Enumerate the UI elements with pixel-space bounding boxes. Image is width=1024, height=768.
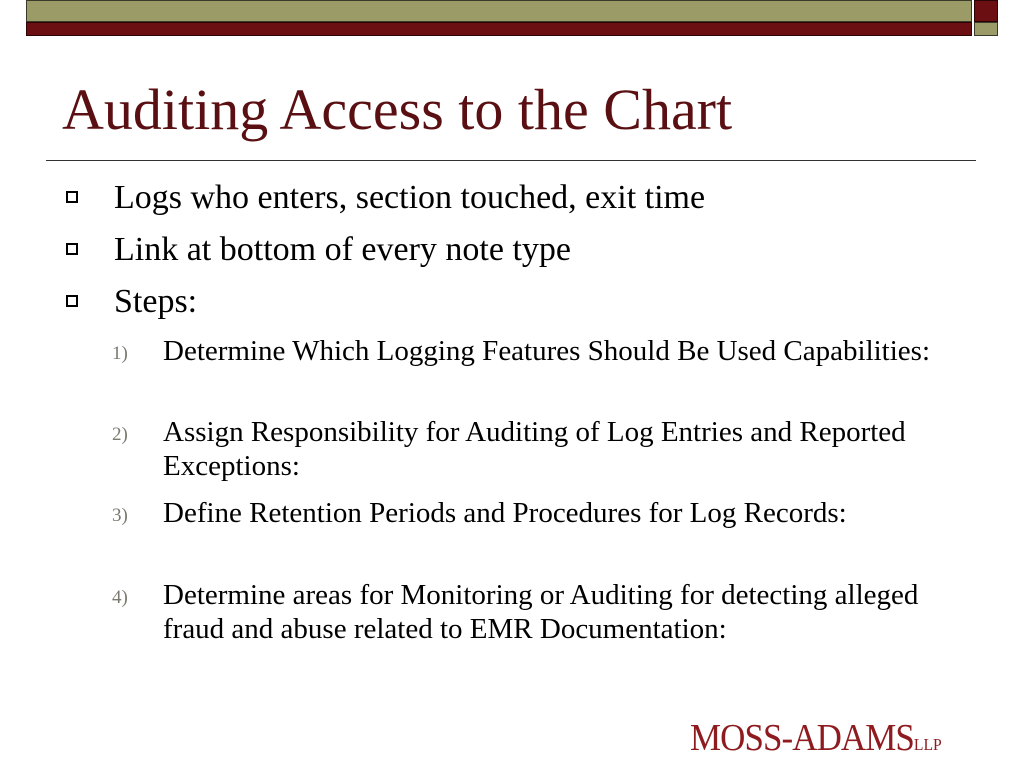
corner-maroon-block: [974, 0, 998, 22]
top-olive-bar: [26, 0, 972, 22]
square-bullet-icon: [66, 243, 78, 255]
step-text: Assign Responsibility for Auditing of Log Entries and Reported Exceptions:: [163, 416, 906, 482]
square-bullet-icon: [66, 191, 78, 203]
step-text: Define Retention Periods and Procedures for Log Records:: [163, 497, 847, 529]
square-bullet-icon: [66, 295, 78, 307]
step-number: 3): [112, 505, 128, 526]
moss-adams-logo: [690, 716, 942, 760]
slide-title: Auditing Access to the Chart: [62, 77, 733, 142]
corner-olive-block: [974, 22, 998, 36]
title-divider: [46, 160, 976, 161]
top-maroon-bar: [26, 22, 972, 36]
step-text: Determine areas for Monitoring or Auditing for detecting alleged fraud and abuse related to EMR Documentation:: [163, 579, 919, 645]
bullet-text: Link at bottom of every note type: [114, 231, 571, 268]
step-number: 4): [112, 587, 128, 608]
logo-text: MOSS-ADAMS: [690, 717, 914, 759]
step-number: 1): [112, 343, 128, 364]
step-text: Determine Which Logging Features Should Be Used Capabilities:: [163, 335, 931, 367]
step-number: 2): [112, 424, 128, 445]
logo-suffix: LLP: [913, 735, 942, 754]
bullet-text: Steps:: [114, 283, 198, 320]
bullet-text: Logs who enters, section touched, exit time: [114, 179, 706, 216]
